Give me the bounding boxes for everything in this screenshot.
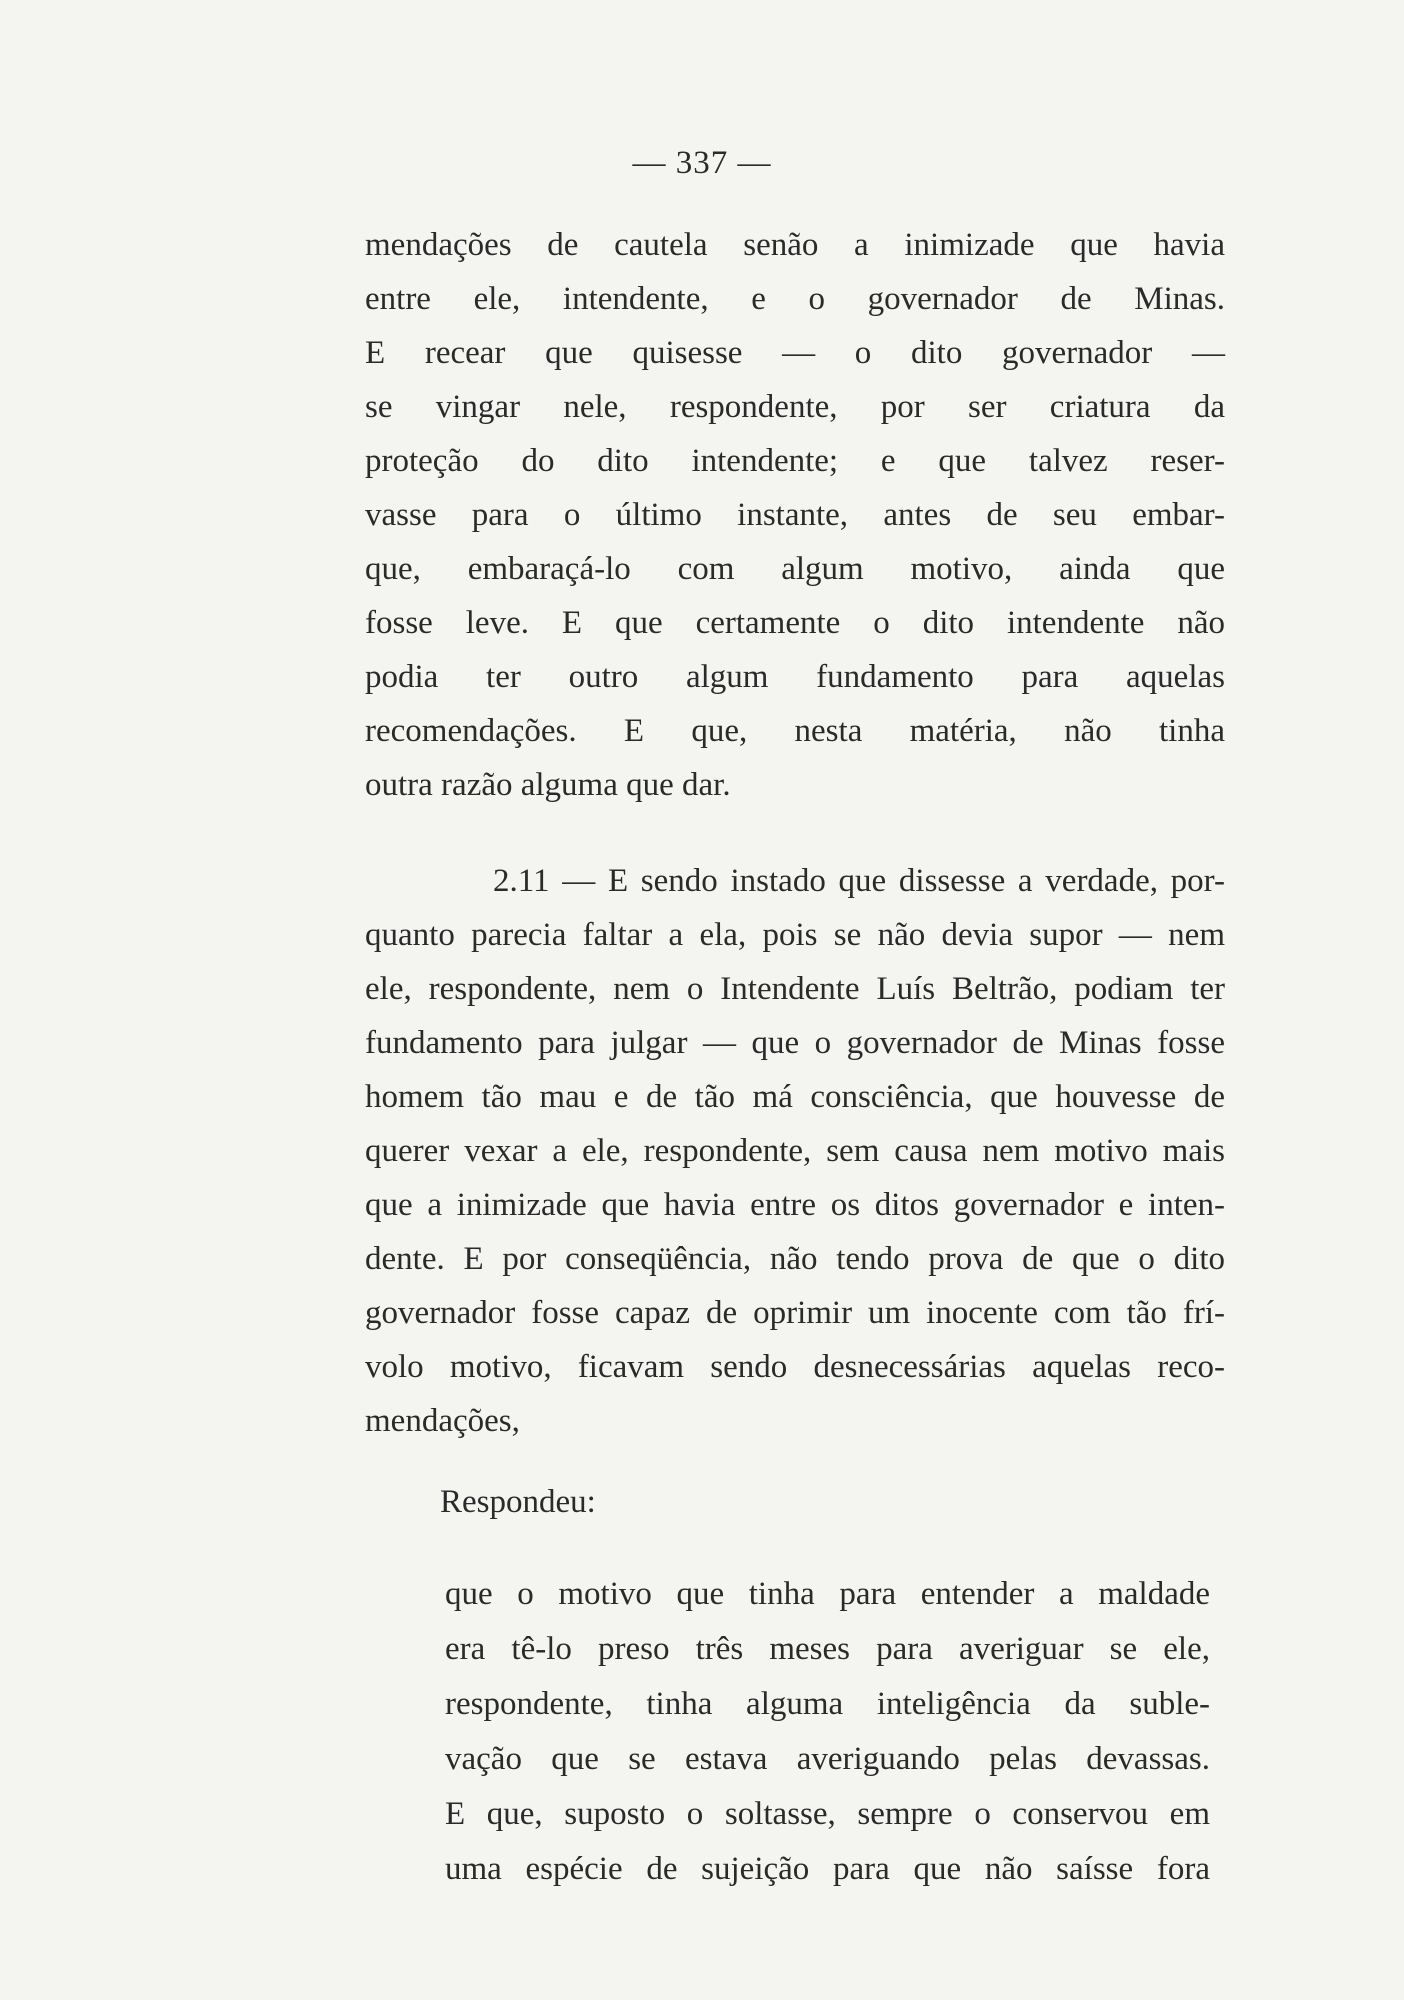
text-line: vasse para o último instante, antes de seu embar- xyxy=(365,497,1225,533)
text-line: quanto parecia faltar a ela, pois se não devia supor — nem xyxy=(365,917,1225,953)
answer-label: Respondeu: xyxy=(440,1484,596,1520)
text-line: que, embaraçá-lo com algum motivo, ainda que xyxy=(365,551,1225,587)
text-line: fosse leve. E que certamente o dito intendente não xyxy=(365,605,1225,641)
text-line: governador fosse capaz de oprimir um inocente com tão frí- xyxy=(365,1295,1225,1331)
page-number: — 337 — xyxy=(632,145,772,181)
text-line: querer vexar a ele, respondente, sem causa nem motivo mais xyxy=(365,1133,1225,1169)
text-line: volo motivo, ficavam sendo desnecessárias aquelas reco- xyxy=(365,1349,1225,1385)
paragraph-answer xyxy=(445,1567,1210,1897)
text-line: mendações, xyxy=(365,1403,520,1439)
text-line: se vingar nele, respondente, por ser criatura da xyxy=(365,389,1225,425)
text-line: 2.11 — E sendo instado que dissesse a verdade, por- xyxy=(493,863,1225,899)
text-line: proteção do dito intendente; e que talvez reser- xyxy=(365,443,1225,479)
text-line: uma espécie de sujeição para que não saísse fora xyxy=(445,1851,1210,1887)
text-line: homem tão mau e de tão má consciência, que houvesse de xyxy=(365,1079,1225,1115)
text-line: E recear que quisesse — o dito governador — xyxy=(365,335,1225,371)
paragraph-continued-recommendations xyxy=(365,218,1225,812)
text-line: que a inimizade que havia entre os ditos governador e inten- xyxy=(365,1187,1225,1223)
text-line: que o motivo que tinha para entender a maldade xyxy=(445,1576,1210,1612)
text-line: podia ter outro algum fundamento para aquelas xyxy=(365,659,1225,695)
text-line: ele, respondente, nem o Intendente Luís Beltrão, podiam ter xyxy=(365,971,1225,1007)
text-line: vação que se estava averiguando pelas devassas. xyxy=(445,1741,1210,1777)
text-line: recomendações. E que, nesta matéria, não tinha xyxy=(365,713,1225,749)
text-line: entre ele, intendente, e o governador de Minas. xyxy=(365,281,1225,317)
text-line: E que, suposto o soltasse, sempre o conservou em xyxy=(445,1796,1210,1832)
text-line: mendações de cautela senão a inimizade que havia xyxy=(365,227,1225,263)
paragraph-section-2-11 xyxy=(365,854,1225,1448)
text-line: fundamento para julgar — que o governador de Minas fosse xyxy=(365,1025,1225,1061)
text-line: era tê-lo preso três meses para averiguar se ele, xyxy=(445,1631,1210,1667)
text-line: respondente, tinha alguma inteligência da suble- xyxy=(445,1686,1210,1722)
text-line: outra razão alguma que dar. xyxy=(365,767,731,803)
text-line: dente. E por conseqüência, não tendo prova de que o dito xyxy=(365,1241,1225,1277)
